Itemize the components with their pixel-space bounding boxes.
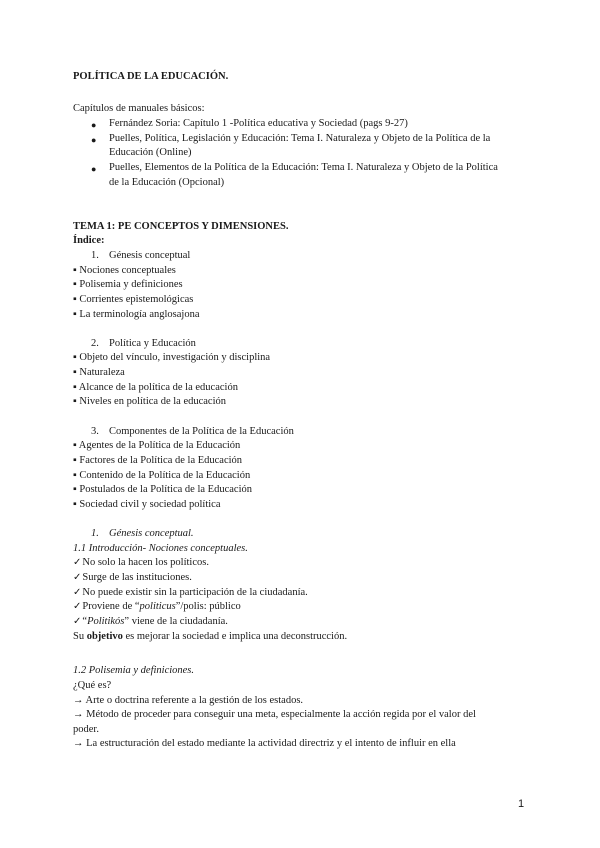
index-item: ▪ La terminología anglosajona xyxy=(73,309,200,320)
index-item: ▪ Polisemia y definiciones xyxy=(73,279,183,290)
check-item: ✓Surge de las instituciones. xyxy=(73,572,192,583)
check-icon: ✓ xyxy=(73,557,82,568)
square-bullet-icon: ▪ xyxy=(73,265,77,276)
tema-title: TEMA 1: PE CONCEPTOS Y DIMENSIONES. xyxy=(73,221,289,232)
index-item: ▪ Agentes de la Política de la Educación xyxy=(73,440,241,451)
objective-sentence: Su objetivo es mejorar la sociedad e implica una deconstrucción. xyxy=(73,631,348,642)
bullet-icon: ● xyxy=(91,135,97,145)
square-bullet-icon: ▪ xyxy=(73,294,77,305)
square-bullet-icon: ▪ xyxy=(73,455,77,466)
bullet-icon: ● xyxy=(91,120,97,130)
manuals-heading: Capítulos de manuales básicos: xyxy=(73,103,205,114)
index-item: ▪ Sociedad civil y sociedad política xyxy=(73,499,221,510)
manual-item: Fernández Soria: Capítulo 1 -Política educativa y Sociedad (pags 9-27) xyxy=(109,118,408,129)
index-item: ▪ Alcance de la política de la educación xyxy=(73,382,238,393)
check-item: ✓No puede existir sin la participación de la ciudadanía. xyxy=(73,587,308,598)
check-icon: ✓ xyxy=(73,616,82,627)
square-bullet-icon: ▪ xyxy=(73,499,77,510)
check-icon: ✓ xyxy=(73,572,82,583)
definition-item: → Método de proceder para conseguir una meta, especialmente la acción regida por el valor del xyxy=(73,709,476,720)
square-bullet-icon: ▪ xyxy=(73,396,77,407)
square-bullet-icon: ▪ xyxy=(73,382,77,393)
section-number: 2. xyxy=(91,338,99,349)
square-bullet-icon: ▪ xyxy=(73,309,77,320)
index-item: ▪ Objeto del vínculo, investigación y disciplina xyxy=(73,352,271,363)
section-title: Política y Educación xyxy=(109,338,196,349)
square-bullet-icon: ▪ xyxy=(73,484,77,495)
square-bullet-icon: ▪ xyxy=(73,367,77,378)
manual-item-cont: Educación (Online) xyxy=(109,147,192,158)
genesis-heading: Génesis conceptual. xyxy=(109,528,194,539)
square-bullet-icon: ▪ xyxy=(73,352,77,363)
definition-item: → La estructuración del estado mediante la actividad directriz y el intento de influir en ella xyxy=(73,738,456,749)
subsection-heading: 1.1 Introducción- Nociones conceptuales. xyxy=(73,543,248,554)
index-item: ▪ Niveles en política de la educación xyxy=(73,396,227,407)
subsection-heading: 1.2 Polisemia y definiciones. xyxy=(73,665,195,676)
manual-item: Puelles, Política, Legislación y Educación: Tema I. Naturaleza y Objeto de la Política de la xyxy=(109,133,491,144)
check-item: ✓“Politikós” viene de la ciudadanía. xyxy=(73,616,228,627)
bullet-icon: ● xyxy=(91,164,97,174)
index-label: Índice: xyxy=(73,235,105,246)
square-bullet-icon: ▪ xyxy=(73,440,77,451)
genesis-number: 1. xyxy=(91,528,99,539)
definition-item-cont: poder. xyxy=(73,724,99,735)
index-item: ▪ Nociones conceptuales xyxy=(73,265,176,276)
index-item: ▪ Postulados de la Política de la Educación xyxy=(73,484,252,495)
index-item: ▪ Contenido de la Política de la Educación xyxy=(73,470,251,481)
section-title: Génesis conceptual xyxy=(109,250,191,261)
definition-item: → Arte o doctrina referente a la gestión de los estados. xyxy=(73,695,304,706)
square-bullet-icon: ▪ xyxy=(73,279,77,290)
page-number: 1 xyxy=(518,798,525,810)
section-title: Componentes de la Política de la Educación xyxy=(109,426,294,437)
check-item: ✓No solo la hacen los políticos. xyxy=(73,557,209,568)
index-item: ▪ Corrientes epistemológicas xyxy=(73,294,194,305)
check-icon: ✓ xyxy=(73,601,82,612)
index-item: ▪ Naturaleza xyxy=(73,367,125,378)
manual-item-cont: de la Educación (Opcional) xyxy=(109,177,225,188)
check-item: ✓Proviene de “politicus”/polis: público xyxy=(73,601,241,612)
manual-item: Puelles, Elementos de la Política de la Educación: Tema I. Naturaleza y Objeto de la Política xyxy=(109,162,498,173)
document-title: POLÍTICA DE LA EDUCACIÓN. xyxy=(73,71,229,82)
section-number: 3. xyxy=(91,426,99,437)
section-number: 1. xyxy=(91,250,99,261)
question: ¿Qué es? xyxy=(73,680,112,691)
square-bullet-icon: ▪ xyxy=(73,470,77,481)
check-icon: ✓ xyxy=(73,587,82,598)
index-item: ▪ Factores de la Política de la Educación xyxy=(73,455,243,466)
